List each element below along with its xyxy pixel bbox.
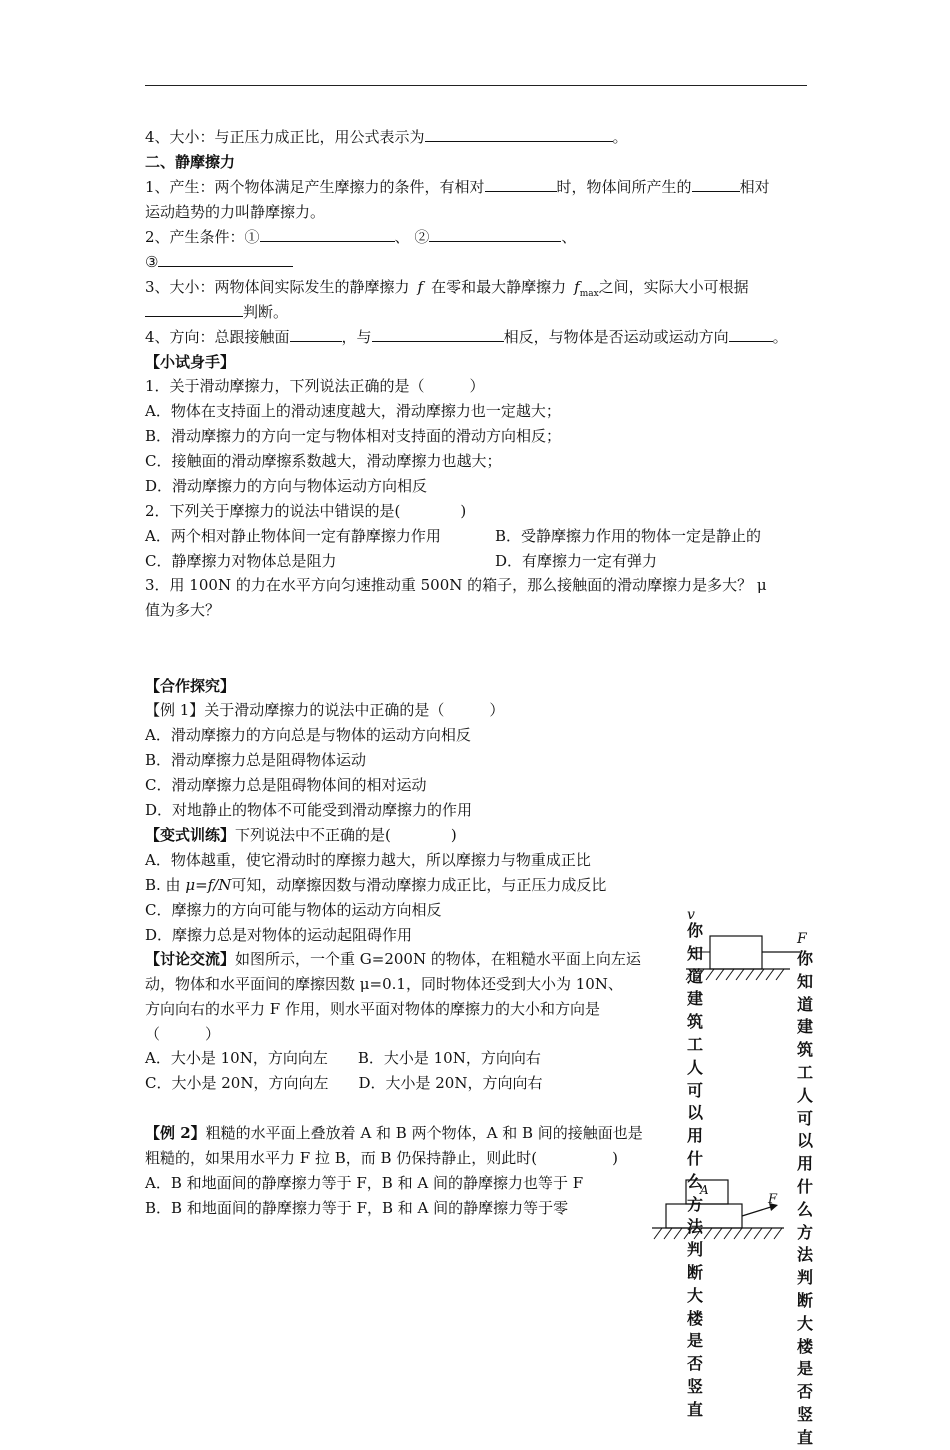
discussion-options-cd: C．大小是 20N，方向向左 D．大小是 20N，方向向右 bbox=[145, 1074, 543, 1092]
figure-stacked-blocks bbox=[652, 1180, 784, 1239]
side-text-column-1: 你知道建筑工人可以用什么方法判断大楼是否竖直 bbox=[686, 921, 703, 1419]
example-1: 【例 1】关于滑动摩擦力的说法中正确的是（ ） bbox=[145, 701, 505, 719]
discussion-line-3: 方向向右的水平力 F 作用，则水平面对物体的摩擦力的大小和方向是 bbox=[145, 1000, 600, 1018]
e2-option-b: B．B 和地面间的静摩擦力等于 F，B 和 A 间的静摩擦力等于零 bbox=[145, 1199, 569, 1217]
q2-option-b: B．受静摩擦力作用的物体一定是静止的 bbox=[495, 527, 762, 545]
discussion-paren: （ ） bbox=[145, 1025, 221, 1043]
v1-option-d: D．摩擦力总是对物体的运动起阻碍作用 bbox=[145, 926, 413, 944]
block-a-label: A bbox=[700, 1183, 709, 1197]
e1-option-b: B．滑动摩擦力总是阻碍物体运动 bbox=[145, 751, 367, 769]
velocity-label: v bbox=[687, 907, 695, 923]
example-2: 【例 2】粗糙的水平面上叠放着 A 和 B 两个物体，A 和 B 间的接触面也是 bbox=[145, 1124, 643, 1142]
e1-option-a: A．滑动摩擦力的方向总是与物体的运动方向相反 bbox=[145, 726, 471, 744]
line-produce: 1、产生：两个物体满足产生摩擦力的条件，有相对 时，物体间所产生的 相对 bbox=[145, 178, 770, 196]
force-f-label: F bbox=[797, 931, 807, 947]
q2-option-a: A．两个相对静止物体间一定有静摩擦力作用 bbox=[145, 527, 441, 545]
line-produce-cont: 运动趋势的力叫静摩擦力。 bbox=[145, 203, 326, 221]
v1-option-c: C．摩擦力的方向可能与物体的运动方向相反 bbox=[145, 901, 442, 919]
q2-option-d: D．有摩擦力一定有弹力 bbox=[495, 552, 658, 570]
discussion-line-2: 动，物体和水平面间的摩擦因数 μ=0.1，同时物体还受到大小为 10N、 bbox=[145, 975, 623, 993]
question-3-cont: 值为多大？ bbox=[145, 601, 221, 619]
variant-training: 【变式训练】下列说法中不正确的是( ) bbox=[145, 826, 457, 844]
question-3: 3．用 100N 的力在水平方向匀速推动重 500N 的箱子，那么接触面的滑动摩擦力是多大？ μ bbox=[145, 576, 767, 594]
force-f2-arrow bbox=[742, 1206, 774, 1216]
force-f2-label: F bbox=[768, 1192, 778, 1207]
example-2-line-2: 粗糙的，如果用水平力 F 拉 B，而 B 仍保持静止，则此时( ) bbox=[145, 1149, 619, 1167]
q2-option-c: C．静摩擦力对物体总是阻力 bbox=[145, 552, 337, 570]
line-magnitude: 3、大小：两物体间实际发生的静摩擦力 f 在零和最大静摩擦力 $f_{max}$之间，实际大小可根据 bbox=[145, 278, 749, 299]
section-cooperate: 【合作探究】 bbox=[145, 677, 236, 695]
q1-option-a: A．物体在支持面上的滑动速度越大，滑动摩擦力也一定越大； bbox=[145, 402, 561, 420]
e2-option-a: A．B 和地面间的静摩擦力等于 F，B 和 A 间的静摩擦力也等于 F bbox=[145, 1174, 584, 1192]
line-conditions: 2、产生条件：① 、 ② 、 bbox=[145, 228, 577, 246]
q1-option-c: C．接触面的滑动摩擦系数越大，滑动摩擦力也越大； bbox=[145, 452, 502, 470]
discussion-options-ab: A．大小是 10N，方向向左 B．大小是 10N，方向向右 bbox=[145, 1049, 541, 1067]
ground-hatch-2 bbox=[654, 1228, 782, 1239]
line-judge: 判断。 bbox=[145, 302, 288, 322]
e1-option-c: C．滑动摩擦力总是阻碍物体间的相对运动 bbox=[145, 776, 427, 794]
section-try: 【小试身手】 bbox=[145, 353, 236, 371]
q1-option-b: B．滑动摩擦力的方向一定与物体相对支持面的滑动方向相反； bbox=[145, 427, 562, 445]
side-text-column-2: 你知道建筑工人可以用什么方法判断大楼是否竖直 bbox=[796, 949, 813, 1447]
line-direction: 4、方向：总跟接触面 ，与 相反，与物体是否运动或运动方向 。 bbox=[145, 328, 788, 346]
v1-option-b: B. 由 μ=f/N可知，动摩擦因数与滑动摩擦力成正比，与正压力成反比 bbox=[145, 876, 607, 894]
block bbox=[710, 936, 762, 969]
question-1: 1．关于滑动摩擦力，下列说法正确的是（ ） bbox=[145, 377, 485, 395]
e1-option-d: D．对地静止的物体不可能受到滑动摩擦力的作用 bbox=[145, 801, 473, 819]
discussion: 【讨论交流】如图所示，一个重 G=200N 的物体，在粗糙水平面上向左运 bbox=[145, 950, 641, 968]
section-static-friction: 二、静摩擦力 bbox=[145, 153, 236, 171]
line-condition-3: ③ bbox=[145, 252, 293, 272]
q1-option-d: D．滑动摩擦力的方向与物体运动方向相反 bbox=[145, 477, 428, 495]
line-formula: 4、大小：与正压力成正比，用公式表示为 。 bbox=[145, 128, 628, 146]
question-2: 2．下列关于摩擦力的说法中错误的是( ) bbox=[145, 502, 467, 520]
v1-option-a: A．物体越重，使它滑动时的摩擦力越大，所以摩擦力与物重成正比 bbox=[145, 851, 591, 869]
